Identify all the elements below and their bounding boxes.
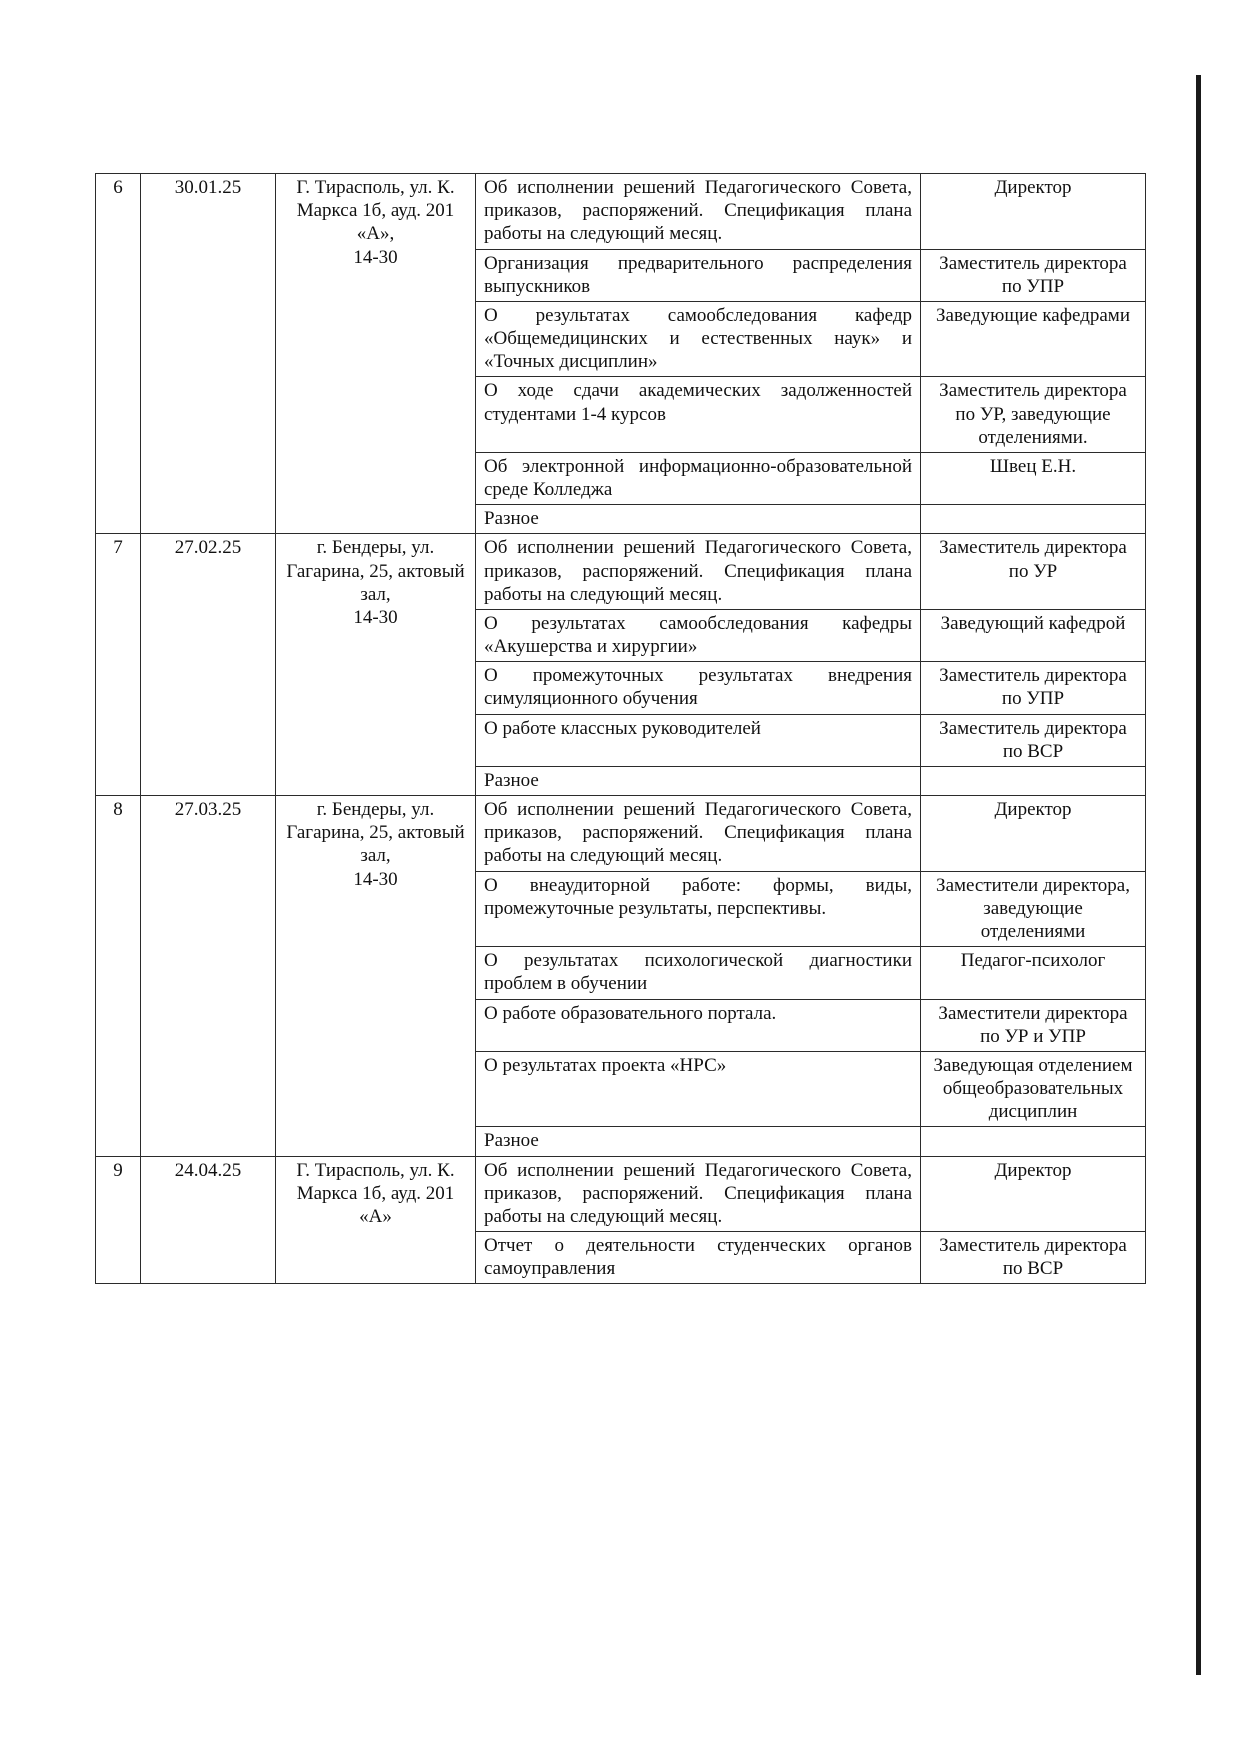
responsible-person: Заместитель директора по УР, заведующие отделениями.	[921, 377, 1146, 453]
responsible-person	[921, 1127, 1146, 1156]
agenda-topic: Разное	[476, 505, 921, 534]
meeting-number: 8	[96, 796, 141, 1156]
responsible-person: Заместители директора, заведующие отделениями	[921, 871, 1146, 947]
responsible-person: Заместитель директора по УПР	[921, 662, 1146, 714]
agenda-topic: Разное	[476, 766, 921, 795]
agenda-topic: Разное	[476, 1127, 921, 1156]
meeting-place-address: Г. Тирасполь, ул. К. Маркса 1б, ауд. 201 «А»,	[296, 177, 455, 245]
agenda-topic: Отчет о деятельности студенческих органов самоуправления	[476, 1232, 921, 1284]
responsible-person: Заместители директора по УР и УПР	[921, 999, 1146, 1051]
responsible-person: Швец Е.Н.	[921, 452, 1146, 504]
meeting-number: 7	[96, 534, 141, 796]
table-row	[96, 534, 1146, 610]
agenda-topic: Организация предварительного распределения выпускников	[476, 249, 921, 301]
agenda-topic: О результатах психологической диагностики проблем в обучении	[476, 947, 921, 999]
responsible-person: Педагог-психолог	[921, 947, 1146, 999]
agenda-topic: О работе классных руководителей	[476, 714, 921, 766]
meeting-number: 9	[96, 1156, 141, 1284]
meeting-place	[276, 1156, 476, 1284]
table-row	[96, 174, 1146, 250]
meeting-date: 27.03.25	[141, 796, 276, 1156]
meeting-number: 6	[96, 174, 141, 534]
meeting-place-address: г. Бендеры, ул. Гагарина, 25, актовый зал,	[286, 537, 465, 605]
agenda-topic: О результатах проекта «НРС»	[476, 1051, 921, 1127]
responsible-person: Заместитель директора по ВСР	[921, 1232, 1146, 1284]
pedagogical-council-plan-table	[95, 173, 1146, 1284]
agenda-topic: О результатах самообследования кафедр «Общемедицинских и естественных наук» и «Точных дисциплин»	[476, 301, 921, 377]
meeting-time: 14-30	[353, 868, 398, 890]
table-row	[96, 796, 1146, 872]
table-row	[96, 1156, 1146, 1232]
meeting-date: 30.01.25	[141, 174, 276, 534]
agenda-topic: Об исполнении решений Педагогического Совета, приказов, распоряжений. Спецификация плана работы на следующий месяц.	[476, 174, 921, 250]
agenda-topic: Об исполнении решений Педагогического Совета, приказов, распоряжений. Спецификация плана работы на следующий месяц.	[476, 534, 921, 610]
responsible-person	[921, 766, 1146, 795]
responsible-person: Заведующие кафедрами	[921, 301, 1146, 377]
responsible-person: Директор	[921, 1156, 1146, 1232]
agenda-topic: О результатах самообследования кафедры «Акушерства и хирургии»	[476, 609, 921, 661]
meeting-date: 24.04.25	[141, 1156, 276, 1284]
meeting-place	[276, 796, 476, 1156]
meeting-time: 14-30	[353, 246, 398, 268]
agenda-topic: О работе образовательного портала.	[476, 999, 921, 1051]
responsible-person: Директор	[921, 796, 1146, 872]
scan-edge-line	[1196, 75, 1201, 1675]
agenda-topic: О ходе сдачи академических задолженностей студентами 1-4 курсов	[476, 377, 921, 453]
meeting-place-address: Г. Тирасполь, ул. К. Маркса 1б, ауд. 201 «А»	[296, 1159, 455, 1227]
responsible-person: Директор	[921, 174, 1146, 250]
agenda-topic: О внеаудиторной работе: формы, виды, промежуточные результаты, перспективы.	[476, 871, 921, 947]
responsible-person: Заместитель директора по УР	[921, 534, 1146, 610]
meeting-date: 27.02.25	[141, 534, 276, 796]
responsible-person: Заместитель директора по ВСР	[921, 714, 1146, 766]
meeting-place	[276, 174, 476, 534]
agenda-topic: Об исполнении решений Педагогического Совета, приказов, распоряжений. Спецификация плана работы на следующий месяц.	[476, 796, 921, 872]
agenda-topic: Об электронной информационно-образовательной среде Колледжа	[476, 452, 921, 504]
agenda-topic: Об исполнении решений Педагогического Совета, приказов, распоряжений. Спецификация плана работы на следующий месяц.	[476, 1156, 921, 1232]
responsible-person: Заместитель директора по УПР	[921, 249, 1146, 301]
responsible-person: Заведующий кафедрой	[921, 609, 1146, 661]
meeting-place-address: г. Бендеры, ул. Гагарина, 25, актовый зал,	[286, 799, 465, 867]
responsible-person: Заведующая отделением общеобразовательных дисциплин	[921, 1051, 1146, 1127]
agenda-topic: О промежуточных результатах внедрения симуляционного обучения	[476, 662, 921, 714]
responsible-person	[921, 505, 1146, 534]
meeting-time: 14-30	[353, 606, 398, 628]
meeting-place	[276, 534, 476, 796]
